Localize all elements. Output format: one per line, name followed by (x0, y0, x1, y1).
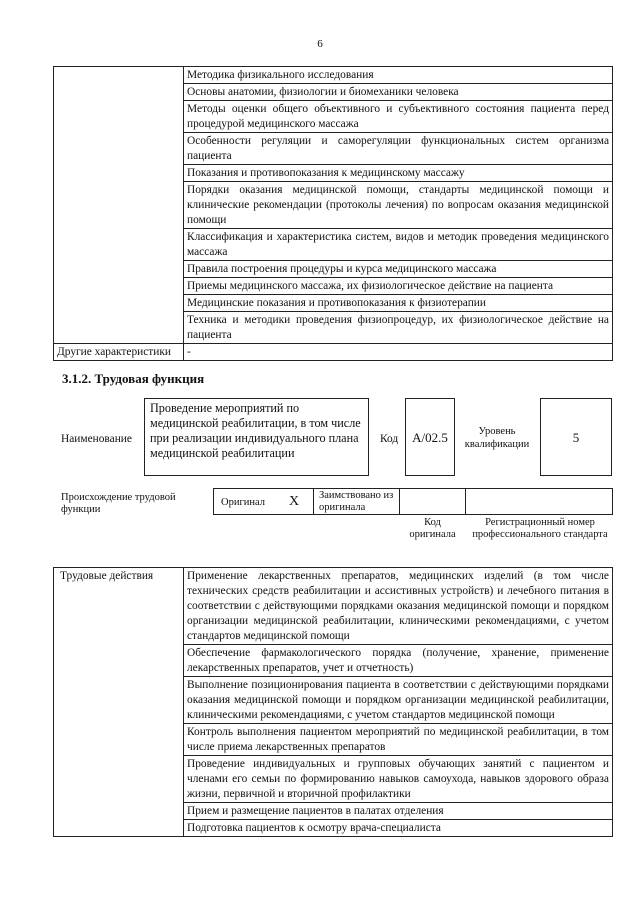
row-label-cell (54, 67, 184, 344)
origin-label: Происхождение трудовой функции (61, 492, 176, 515)
knowledge-item: Медицинские показания и противопоказания к физиотерапии (184, 295, 613, 312)
knowledge-item: Порядки оказания медицинской помощи, стандарты медицинской помощи и клинические рекомендации (протоколы лечения) по вопросам оказания медицинской помощи (184, 182, 613, 229)
labor-action-item: Применение лекарственных препаратов, медицинских изделий (в том числе технических средств реабилитации и ассистивных устройств) и лечебного питания в соответствии с действующими порядками оказания медицинской помощи и порядком организации медицинской реабилитации, клиническими рекомендациями, с учетом стандартов медицинской помощи (184, 568, 613, 645)
table-row (54, 568, 613, 645)
labor-actions-table (53, 567, 613, 837)
knowledge-item: Особенности регуляции и саморегуляции функциональных систем организма пациента (184, 133, 613, 165)
labor-action-item: Подготовка пациентов к осмотру врача-специалиста (184, 820, 613, 837)
divider (465, 488, 466, 515)
knowledge-item: Приемы медицинского массажа, их физиологическое действие на пациента (184, 278, 613, 295)
labor-action-item: Проведение индивидуальных и групповых обучающих занятий с пациентом и членами его семьи по формированию навыков самоухода, навыков здорового образа жизни, первичной и вторичной профилактики (184, 756, 613, 803)
origin-row (213, 488, 613, 515)
qualification-level-label: Уровень квалификации (464, 426, 530, 450)
code-label: Код (380, 433, 399, 445)
borrowed-label: Заимствовано из оригинала (319, 490, 394, 513)
table-row (54, 344, 613, 361)
other-characteristics-value: - (184, 344, 613, 361)
qualification-level-value: 5 (540, 398, 612, 476)
name-value: Проведение мероприятий по медицинской реабилитации, в том числе при реализации индивидуального плана медицинской реабилитации (144, 398, 369, 476)
section-title: 3.1.2. Трудовая функция (62, 371, 205, 386)
original-label: Оригинал (221, 497, 265, 508)
labor-action-item: Выполнение позиционирования пациента в соответствии с действующими порядками оказания медицинской помощи и порядком организации медицинской реабилитации, клиническими рекомендациями, с учетом стандартов медицинской помощи (184, 677, 613, 724)
name-label: Наименование (61, 433, 132, 445)
labor-action-item: Контроль выполнения пациентом мероприятий по медицинской реабилитации, в том числе приема лекарственных препаратов (184, 724, 613, 756)
table-row (54, 67, 613, 84)
labor-action-item: Прием и размещение пациентов в палатах отделения (184, 803, 613, 820)
page-number: 6 (317, 38, 323, 50)
knowledge-item: Правила построения процедуры и курса медицинского массажа (184, 261, 613, 278)
knowledge-item: Методы оценки общего объективного и субъективного состояния пациента перед процедурой медицинского массажа (184, 101, 613, 133)
knowledge-item: Классификация и характеристика систем, видов и методик проведения медицинского массажа (184, 229, 613, 261)
divider (313, 488, 314, 515)
original-code-caption: Код оригинала (409, 517, 456, 540)
knowledge-item: Основы анатомии, физиологии и биомеханики человека (184, 84, 613, 101)
registration-number-caption: Регистрационный номер профессионального стандарта (472, 517, 608, 540)
other-characteristics-label: Другие характеристики (54, 344, 184, 361)
code-value: A/02.5 (405, 398, 455, 476)
required-knowledge-table (53, 66, 613, 361)
knowledge-item: Техника и методики проведения физиопроцедур, их физиологическое действие на пациента (184, 312, 613, 344)
divider (399, 488, 400, 515)
labor-action-item: Обеспечение фармакологического порядка (получение, хранение, применение лекарственных препаратов, учет и отчетность) (184, 645, 613, 677)
labor-actions-label: Трудовые действия (54, 568, 184, 837)
knowledge-item: Методика физикального исследования (184, 67, 613, 84)
knowledge-item: Показания и противопоказания к медицинскому массажу (184, 165, 613, 182)
original-mark: X (289, 494, 300, 509)
